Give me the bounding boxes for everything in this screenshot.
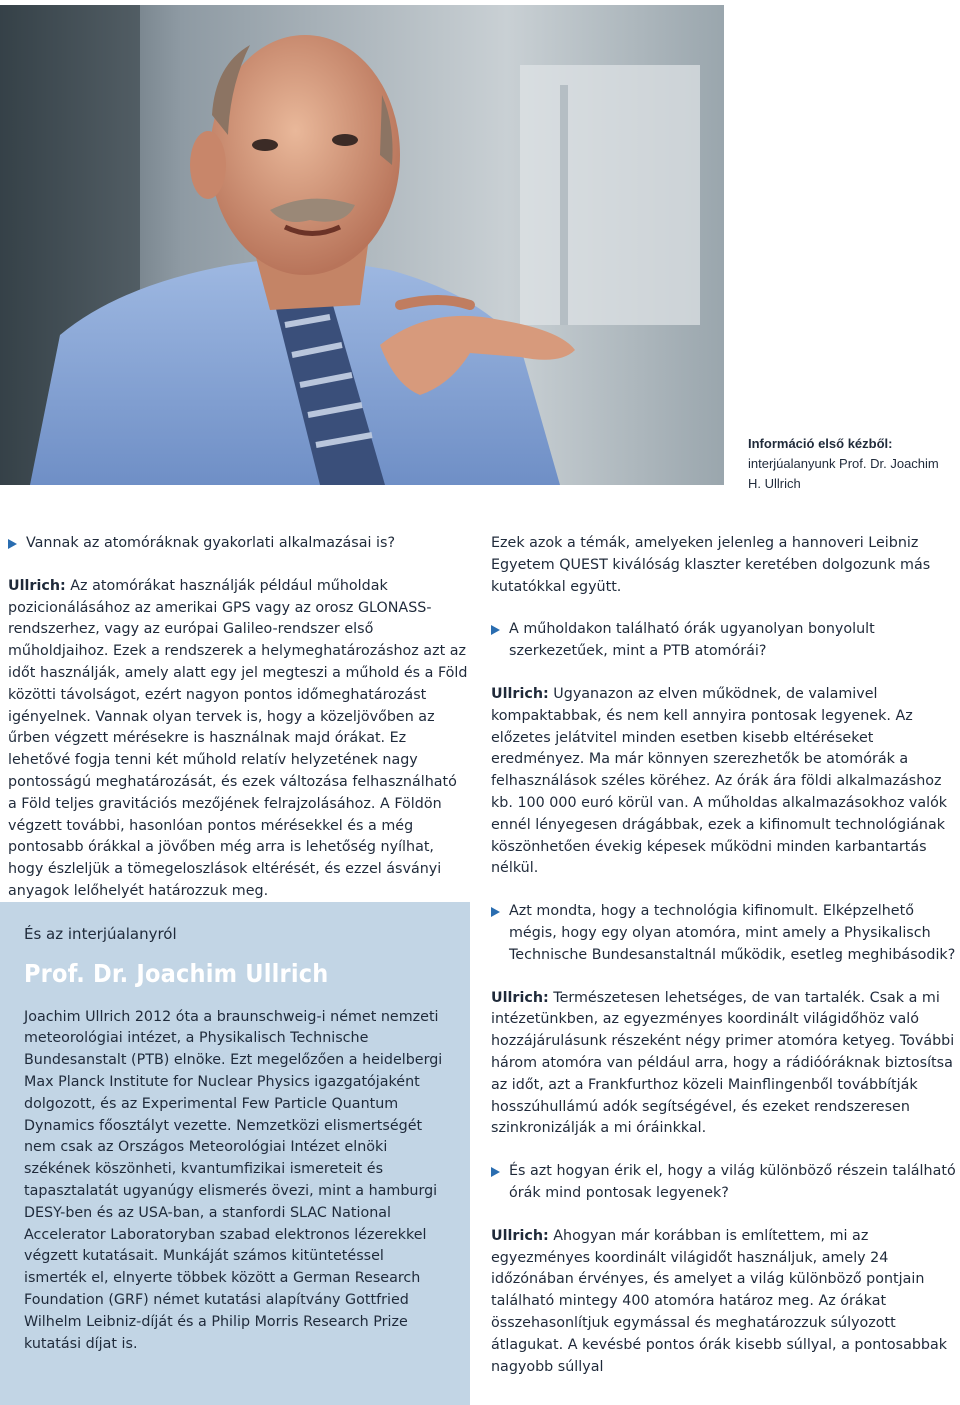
portrait-photo — [0, 5, 724, 485]
question-arrow-icon — [491, 907, 500, 917]
question-4 — [491, 1161, 957, 1205]
speaker-label: Ullrich: — [8, 577, 66, 594]
answer-2 — [491, 684, 957, 880]
speaker-label: Ullrich: — [491, 1227, 549, 1244]
question-arrow-icon — [491, 625, 500, 635]
question-1-text: Vannak az atomóráknak gyakorlati alkalmazásai is? — [26, 535, 396, 551]
question-3 — [491, 901, 957, 966]
speaker-label: Ullrich: — [491, 989, 549, 1006]
caption-text: interjúalanyunk Prof. Dr. Joachim H. Ullrich — [748, 456, 939, 491]
answer-3-text: Természetesen lehetséges, de van tartalék. Csak a mi intézetünkben, az egyezményes koordinált világidőhöz való hozzájárulásunk részeként négy primer atomóra ketyeg. További három atomóra van például arra, hogy a rádióóráknak biztosítsa az időt, azt a Frankfurthoz közeli Mainflingenből továbbítják hosszúhullámú adók segítségével, és ezeket rendszeresen szinkronizálják a mi óráinkkal. — [491, 989, 955, 1137]
speaker-label: Ullrich: — [491, 685, 549, 702]
answer-4-text: Ahogyan már korábban is említettem, mi az egyezményes koordinált világidőt használjuk, amely 24 időzónában érvényes, és amelyet a világ különböző pontjain található mintegy 400 atomóra határoz meg. Az órákat összehasonlítjuk egymással és meghatározzuk súlyozott átlagukat. A kevésbé pontos órák kisebb súllyal, a pontosabbak nagyobb súllyal — [491, 1227, 948, 1375]
answer-1 — [8, 576, 470, 903]
question-2-text: A műholdakon található órák ugyanolyan bonyolult szerkezetűek, mint a PTB atomórái? — [509, 621, 875, 660]
interviewee-bio-box — [0, 902, 470, 1405]
bio-text: Joachim Ullrich 2012 óta a braunschweig-i német nemzeti meteorológiai intézet, a Physikalisch Technische Bundesanstalt (PTB) elnöke. Ezt megelőzően a heidelbergi Max Planck Institute for Nuclear Physics igazgatójaként dolgozott, és az Experimental Few Particle Quantum Dynamics főosztályt vezette. Nemzetközi elismertségét nem csak az Országos Meteorológiai Intézet elnöki székének köszönheti, kvantumfizikai ismereteit és tapasztalatát ugyanúgy elismerés övezi, mint a hamburgi DESY-ben és az USA-ban, a stanfordi SLAC National Accelerator Laboratoryban szabad elektronos lézerekkel végzett kutatásait. Munkáját számos kitüntetéssel ismerték el, elnyerte többek között a German Research Foundation (GRF) német kutatási alapítvány Gottfried Wilhelm Leibniz-díját és a Philip Morris Research Prize kutatási díjat is. — [24, 1008, 443, 1352]
answer-1-text: Az atomórákat használják például műholdak pozicionálásához az amerikai GPS vagy az orosz GLONASS-rendszerhez, vagy az európai Galileo-rendszer első műholdjaihoz. Ezek a rendszerek a helymeghatározáshoz azt az időt használják, amely alatt egy jel megteszi a műhold és a Föld közötti távolságot, ezért nagyon pontos időmeghatározást igényelnek. Vannak olyan tervek is, hogy a közeljövőben az űrben végzett mérésekre is használnak majd órákat. Ez lehetővé fogja tenni két műhold relatív helyzetének nagy pontosságú meghatározását, és ezek változása felhasználható a Föld teljes gravitációs mezőjének felrajzolásához. A Földön végzett további, hasonlóan pontos mérésekkel és a még pontosabb órákkal a jövőben még arra is lehetőség nyílhat, hogy észleljük a tömegeloszlások eltérését, és ezzel ásványi anyagok lelőhelyét határozzuk meg. — [8, 577, 468, 899]
answer-4 — [491, 1226, 957, 1379]
right-column — [491, 533, 957, 1378]
left-column — [8, 533, 470, 903]
bio-name: Prof. Dr. Joachim Ullrich — [24, 958, 329, 988]
question-arrow-icon — [491, 1167, 500, 1177]
question-2 — [491, 619, 957, 663]
question-4-text: És azt hogyan érik el, hogy a világ különböző részein található órák mind pontosak legyenek? — [509, 1163, 956, 1201]
photo-caption — [748, 434, 953, 494]
question-1 — [8, 533, 470, 555]
caption-title: Információ első kézből: — [748, 436, 893, 451]
paragraph-intro: Ezek azok a témák, amelyeken jelenleg a hannoveri Leibniz Egyetem QUEST kiválóság klaszter keretében dolgozunk más kutatókkal együtt. — [491, 535, 931, 595]
question-arrow-icon — [8, 539, 17, 549]
answer-3 — [491, 988, 957, 1141]
answer-2-text: Ugyanazon az elven működnek, de valamivel kompaktabbak, és nem kell annyira pontosak legyenek. Az előzetes jelátvitel minden esetben kisebb eltéréseket eredményez. Ma már könnyen szerezhetők be atomórák a felhasználások széles köréhez. Az órák ára földi alkalmazáshoz kb. 100 000 euró körül van. A műholdas alkalmazásokhoz valók ennél lényegesen drágábbak, ezek a kifinomult technológiának köszönhetően évekig képesek működni minden karbantartás nélkül. — [491, 685, 948, 877]
bio-heading: És az interjúalanyról — [24, 925, 177, 943]
question-3-text: Azt mondta, hogy a technológia kifinomult. Elképzelhető mégis, hogy egy olyan atomóra, mint amely a Physikalisch Technische Bundesanstaltnál működik, esetleg meghibásodik? — [509, 903, 956, 963]
